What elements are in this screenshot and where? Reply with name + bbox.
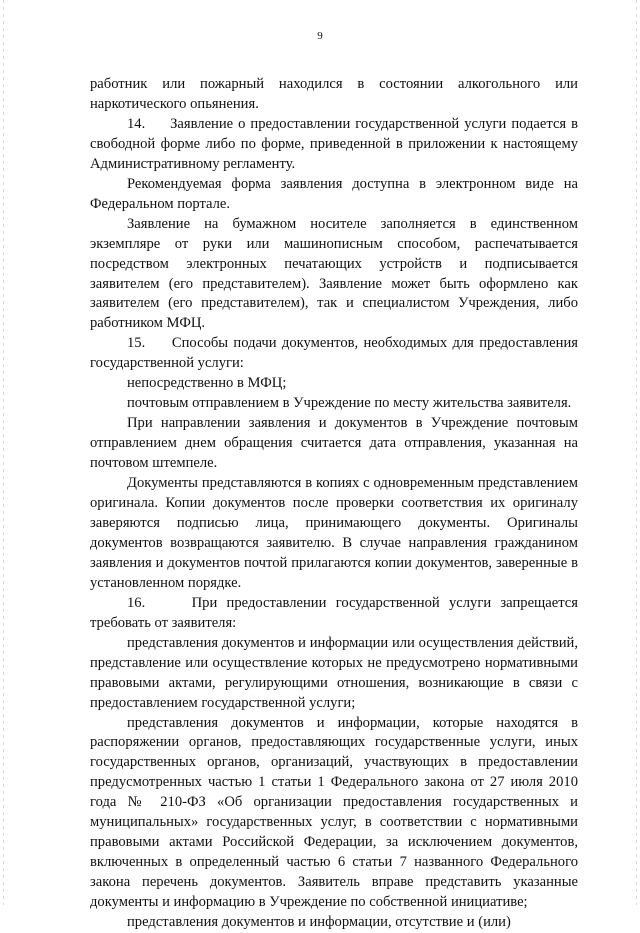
paragraph: представления документов и информации, отсутствие и (или): [127, 914, 511, 931]
paragraph: работник или пожарный находился в состоянии алкогольного или наркотического опьянения.: [90, 76, 578, 112]
paragraph: Рекомендуемая форма заявления доступна в электронном виде на Федеральном портале.: [90, 175, 578, 212]
paragraph: непосредственно в МФЦ;: [127, 375, 287, 392]
page-number: 9: [317, 30, 323, 42]
paragraph: 15. Способы подачи документов, необходимых для предоставления государственной услуги:: [90, 335, 578, 372]
paragraph: почтовым отправлением в Учреждение по месту жительства заявителя.: [127, 395, 572, 412]
paragraph: При направлении заявления и документов в Учреждение почтовым отправлением днем обращения считается дата отправления, указанная на почтовом штемпеле.: [90, 415, 578, 472]
paragraph: Документы представляются в копиях с одновременным представлением оригинала. Копии документов после проверки соответствия их оригиналу заверяются подписью лица, принимающего документы. Оригиналы документов возвращаются заявителю. В случае направления гражданином заявления и документов почтой прилагаются копии документов, заверенные в установленном порядке.: [90, 475, 578, 591]
paragraph: представления документов и информации или осуществления действий, представление или осуществление которых не предусмотрено нормативными правовыми актами, регулирующими отношения, возникающие в связи с предоставлением государственной услуги;: [90, 634, 578, 711]
paragraph: 16. При предоставлении государственной услуги запрещается требовать от заявителя:: [90, 594, 578, 631]
scan-edge-left: [3, 0, 4, 905]
scan-edge-right: [636, 0, 637, 905]
paragraph: Заявление на бумажном носителе заполняется в единственном экземпляре от руки или машинописным способом, распечатывается посредством электронных печатающих устройств и подписывается заявителем (его представителем). Заявление может быть оформлено как заявителем (его представителем), так и специалистом Учреждения, либо работником МФЦ.: [90, 215, 578, 332]
paragraph: 14. Заявление о предоставлении государственной услуги подается в свободной форме либо по форме, приведенной в приложении к настоящему Административному регламенту.: [90, 115, 578, 172]
document-body: [90, 75, 578, 933]
paragraph: представления документов и информации, которые находятся в распоряжении органов, предоставляющих государственные услуги, иных государственных органов, организаций, участвующих в предоставлении предусмотренных частью 1 статьи 1 Федерального закона от 27 июля 2010 года № 210-ФЗ «Об организации предоставления государственных и муниципальных» государственных услуг, в соответствии с нормативными правовыми актами Российской Федерации, за исключением документов, включенных в определенный частью 6 статьи 7 названного Федерального закона перечень документов. Заявитель вправе представить указанные документы и информацию в Учреждение по собственной инициативе;: [90, 714, 578, 911]
